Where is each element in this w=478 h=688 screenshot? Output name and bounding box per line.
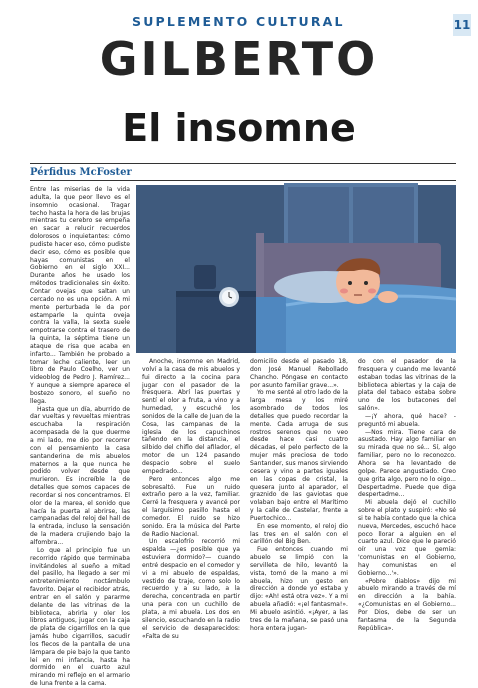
- paragraph: Hasta que un día, aburrido de dar vueltas y revueltas mientras escuchaba la respiración acompasada de la que duerme a mi lado, me dio por recorrer con el pensamiento la casa santanderina de mis abuelos maternos a la que nunca he podido volver desde que murieron. Es increíble la de detalles que somos capaces de recordar si nos concentramos. El olor de la marea, el sonido que hacía la puerta al abrirse, las campanadas del reloj del hall de la entrada, incluso la sensación de la madera crujiendo bajo la alfombra...: [30, 405, 130, 546]
- divider-line: [30, 163, 456, 164]
- column-name: GILBERTO: [99, 32, 379, 86]
- paragraph: do con el pasador de la fresquera y cuando me levanté estaban todas las vitrinas de la biblioteca abiertas y la caja de plata del tabaco estaba sobre uno de los butacones del salón».: [358, 358, 456, 413]
- section-label: SUPLEMENTO CULTURAL: [132, 14, 345, 29]
- paragraph: Yo me senté al otro lado de la larga mesa y los miré asombrado de todos los detalles que puedo recordar la mente. Cada arruga de sus rostros serenos que no veo desde hace casi cuatro décadas, el pelo perfecto de la mujer más preciosa de todo Santander, sus manos sirviendo cesera y vino a partes iguales en las copas de cristal, la quesera junto al aparador, el graznido de las gaviotas que volaban bajo entre el Marítimo y la calle de Castelar, frente a Puertochico...: [250, 389, 348, 522]
- paragraph: Fue entonces cuando mi abuelo se limpió con la servilleta de hilo, levantó la vista, tomó de la mano a mi abuela, hizo un gesto en dirección a donde yo estaba y dijo: «Ah! está otra vez». Y a mi abuela añadió: «¡el fantasma!». Mi abuelo asintió. «¡Ayer, a las tres de la mañana, se pasó una hora entera jugan-: [250, 546, 348, 632]
- paragraph: Lo que al principio fue un recorrido rápido que terminaba invitándoles al sueño a mitad del pasillo, ha llegado a ser mi entretenimiento noctámbulo favorito. Dejar el recibidor atrás, entrar en el salón y pararme delante de las vitrinas de la biblioteca, abrirla y oler los libros antiguos, jugar con la caja de plata de cigarrillos en la que jamás hubo cigarrillos, sacudir los flecos de la pantalla de una lámpara de pie bajo la que tanto leí en mi infancia, hasta ha dormido en el cuarto azul mirando mi reflejo en el armario de luna frente a la cama.: [30, 546, 130, 688]
- paragraph: —¡Y ahora, qué hace? -preguntó mi abuela.: [358, 412, 456, 428]
- paragraph: Entre las miserias de la vida adulta, la que peor llevo es el insomnio ocasional. Tragar techo hasta la hora de las brujas mientras tu cerebro se empeña en sacar a relucir recuerdos dolorosos o inquietantes: cómo pudiste hacer eso, cómo pudiste decir eso, cómo es posible que hayas comunistas en el Gobierno en el siglo XXI... Durante años he usado los métodos tradicionales sin éxito. Contar ovejas que saltan un cercado no es una opción. A mi mente perturbada le da por estamparle la quinta oveja contra la valla, la sexta suele empotrarse contra el trasero de la quinta, la séptima tiene un ataque de risa que acaba en infarto... También he probado a tomar leche caliente, leer un libro de Paulo Coelho, ver un videoblog de Pedro J. Ramírez... Y aunque a siempre aparece el bostezo sonoro, el sueño no llega.: [30, 186, 130, 405]
- paragraph: Mi abuela dejó el cuchillo sobre el plato y suspiró: «No sé si te había contado que la chica nueva, Mercedes, escuchó hace poco llorar a alguien en el cuarto azul. Dice que le pareció oír una voz que gemía: 'comunistas en el Gobierno, hay comunistas en el Gobierno...'».: [358, 499, 456, 577]
- paragraph: Anoche, insomne en Madrid, volví a la casa de mis abuelos y fui directo a la cocina para jugar con el pasador de la fresquera. Abrí las puertas y sentí el olor a fruta, a vino y a humedad, y escuché los sonidos de la calle de Juan de la Cosa, las campanas de la iglesia de los capuchinos tañendo en la distancia, el silbido del chiflo del afilador, el motor de un 124 pasando despacio sobre el suelo empedrado...: [142, 358, 240, 475]
- paragraph: Pero entonces algo me sobresaltó. Fue un ruido extraño pero a la vez, familiar. Cerré la fresquera y avancé por el larguísimo pasillo hasta el comedor. El ruido se hizo sonido. Era la música del Parte de Radio Nacional.: [142, 475, 240, 538]
- text-column-1: [30, 186, 130, 688]
- text-column-4: [358, 358, 456, 658]
- paragraph: En ese momento, el reloj dio las tres en el salón con el carillón del Big Ben.: [250, 522, 348, 546]
- sleepless-man-in-bed-illustration: [136, 185, 456, 353]
- article-title: El insomne: [122, 106, 356, 150]
- paragraph: —Nos mira. Tiene cara de asustado. Hay algo familiar en su mirada que no sé... Sí, algo familiar, pero no lo reconozco. Ahora se ha levantado de golpe. Parece angustiado. Creo que grita algo, pero no lo oigo... Despertadme. Puede que diga despertadme...: [358, 428, 456, 499]
- text-column-3: [250, 358, 348, 658]
- page-number-badge: 11: [453, 14, 471, 36]
- paragraph: Un escalofrío recorrió mi espalda —¿es posible que ya estuviera dormido?— cuando entré despacio en el comedor y vi a mi abuelo de espaldas, vestido de traje, como solo lo recuerdo y a su lado, a la derecha, concentrada en partir una pera con un cuchillo de plata, a mi abuela. Los dos en silencio, escuchando en la radio el servicio de desaparecidos: «Falta de su: [142, 538, 240, 640]
- text-column-2: [142, 358, 240, 658]
- paragraph: domicilio desde el pasado 18, don José Manuel Rebollado Chancho. Póngase en contacto por asunto familiar grave...».: [250, 358, 348, 389]
- divider-line: [30, 180, 456, 181]
- author-byline: Pérfidus McFoster: [30, 167, 132, 178]
- paragraph: «Pobre diablos» dijo mi abuelo mirando a través de mí en dirección a la bahía. «¿Comunistas en el Gobierno... Por Dios, debe de ser un fantasma de la Segunda República».: [358, 577, 456, 632]
